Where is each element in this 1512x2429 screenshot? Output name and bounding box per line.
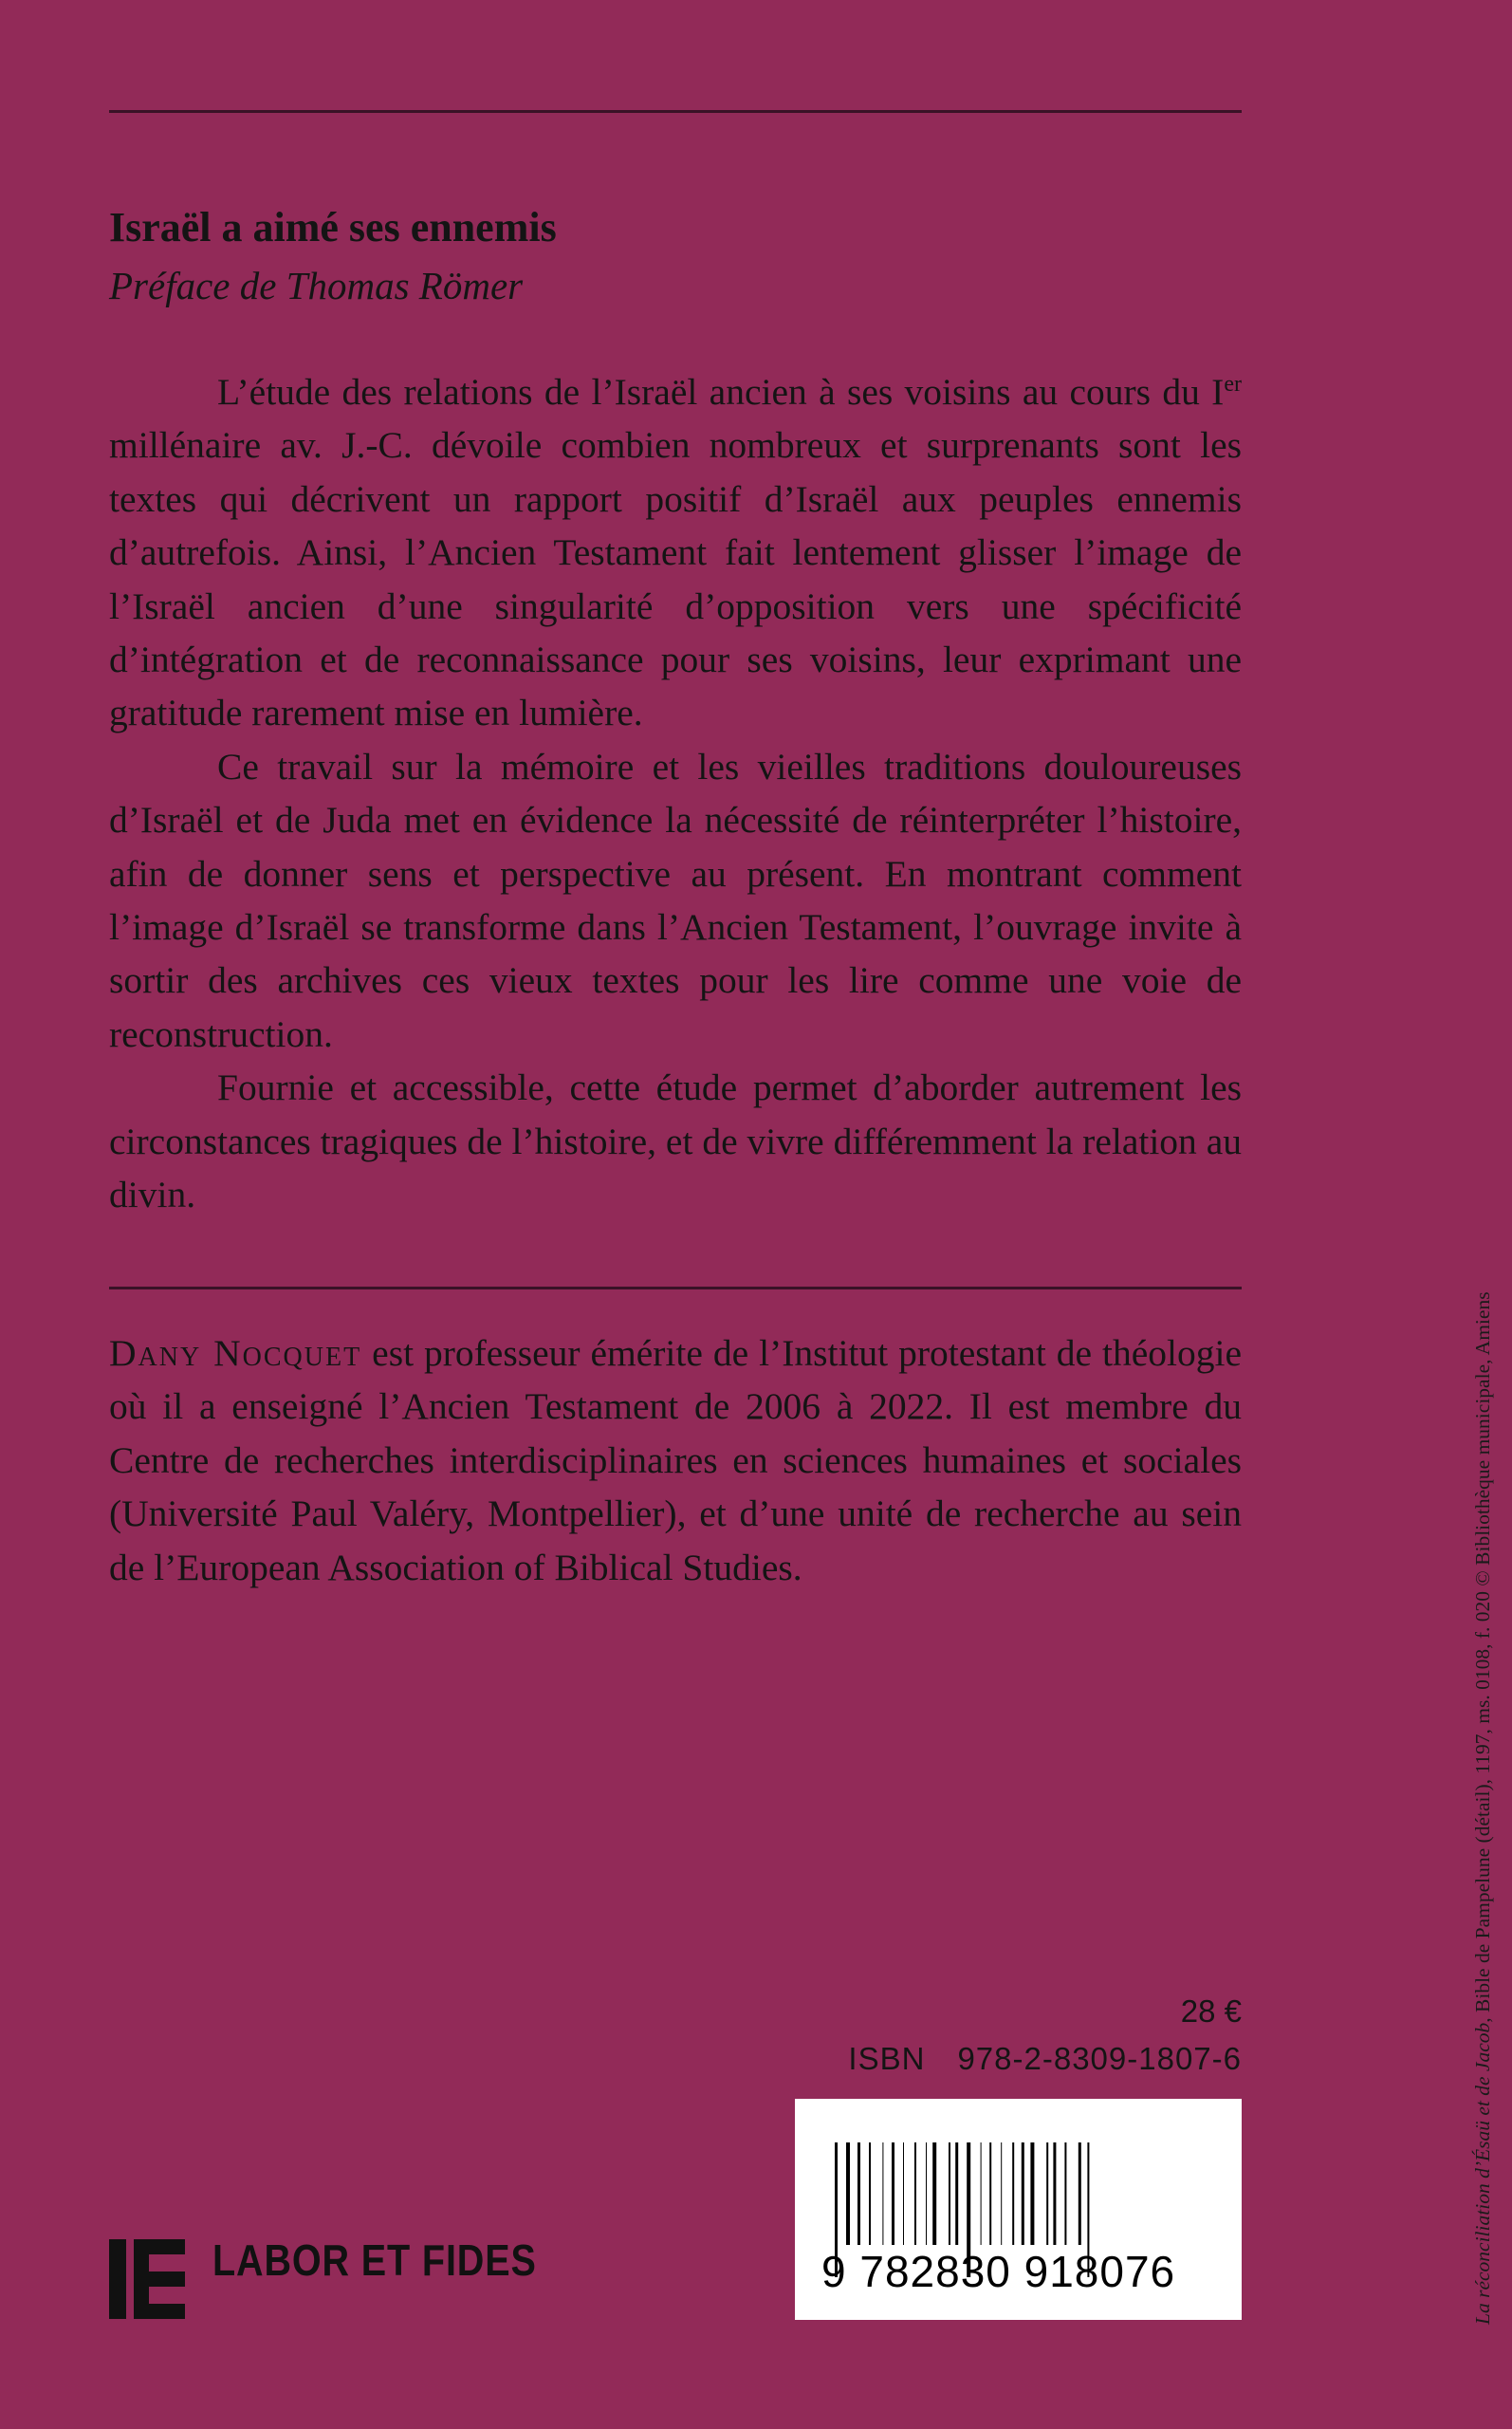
publisher-logo-icon — [109, 2239, 185, 2319]
barcode-bar — [1012, 2142, 1014, 2245]
barcode-digits: 9 782830 918076 — [821, 2247, 1176, 2296]
barcode-bar — [955, 2142, 958, 2245]
blurb-paragraph-1-end: millénaire av. J.-C. dévoile combien nombreux et surprenants sont les textes qui décrivent un rapport positif d’Israël aux peuples ennemis d’autrefois. Ainsi, l’Ancien Testament fait lentement glisser l’image de l’Israël ancien d’une singularité d’opposition vers une spécificité d’intégration et de reconnaissance pour ses voisins, leur exprimant une gratitude rarement mise en lumière. — [109, 424, 1242, 734]
author-bio-text: est professeur émérite de l’Institut protestant de théologie où il a enseigné l’Ancien Testament de 2006 à 2022. Il est membre du Centre de recherches interdisciplinaires en sciences humaines et sociales (Université Paul Valéry, Montpellier), et d’une unité de recherche au sein de l’European Association of Biblical Studies. — [109, 1332, 1243, 1588]
barcode-bar — [857, 2142, 860, 2245]
author-name: Dany Nocquet — [109, 1332, 362, 1374]
barcode-bar — [1001, 2142, 1002, 2245]
middle-divider — [109, 1287, 1242, 1289]
barcode-bar — [989, 2142, 991, 2245]
barcode-bar — [892, 2142, 894, 2245]
preface-credit: Préface de Thomas Römer — [109, 264, 524, 307]
blurb-paragraph-1 — [109, 365, 1242, 740]
barcode-bar — [1053, 2142, 1056, 2245]
image-credit-details: , Bible de Pampelune (détail), 1197, ms. 0108, f. 020 © Bibliothèque municipale, Amiens — [1471, 1291, 1494, 2023]
barcode-bar — [869, 2142, 871, 2245]
barcode-bar — [926, 2142, 927, 2245]
barcode-bar — [903, 2142, 904, 2245]
superscript-er: er — [1224, 371, 1242, 397]
barcode-bar — [882, 2142, 883, 2245]
top-divider — [109, 110, 1242, 113]
isbn-label: ISBN — [848, 2041, 926, 2076]
price: 28 € — [1180, 1993, 1242, 2029]
publisher-name: LABOR ET FIDES — [212, 2235, 537, 2285]
author-bio — [109, 1326, 1242, 1594]
blurb — [109, 365, 1242, 1222]
image-credit-title: La réconciliation d’Ésaü et de Jacob — [1471, 2022, 1494, 2325]
barcode-bar — [1046, 2142, 1048, 2245]
image-credit — [1469, 1291, 1496, 2325]
barcode-bar — [1030, 2142, 1034, 2245]
blurb-paragraph-3: Fournie et accessible, cette étude permet d’aborder autrement les circonstances tragiques de l’histoire, et de vivre différemment la relation au divin. — [109, 1066, 1242, 1216]
barcode-bar — [981, 2142, 982, 2245]
book-title: Israël a aimé ses ennemis — [109, 204, 557, 250]
barcode-bar — [949, 2142, 950, 2245]
blurb-paragraph-1-start: L’étude des relations de l’Israël ancien à ses voisins au cours du I — [217, 371, 1225, 413]
barcode-bar — [846, 2142, 850, 2245]
barcode-bar — [914, 2142, 916, 2245]
barcode-bar — [1079, 2142, 1081, 2245]
blurb-paragraph-2: Ce travail sur la mémoire et les vieilles traditions douloureuses d’Israël et de Juda met en évidence la nécessité de réinterpréter l’histoire, afin de donner sens et perspective au présent. En montrant comment l’image d’Israël se transforme dans l’Ancien Testament, l’ouvrage invite à sortir des archives ces vieux textes pour les lire comme une voie de reconstruction. — [109, 745, 1242, 1055]
barcode-bar — [1022, 2142, 1024, 2245]
isbn-line — [848, 2038, 1242, 2080]
barcode-bar — [932, 2142, 936, 2245]
barcode — [795, 2099, 1242, 2320]
barcode-bar — [1064, 2142, 1066, 2245]
isbn-number: 978-2-8309-1807-6 — [957, 2041, 1242, 2076]
